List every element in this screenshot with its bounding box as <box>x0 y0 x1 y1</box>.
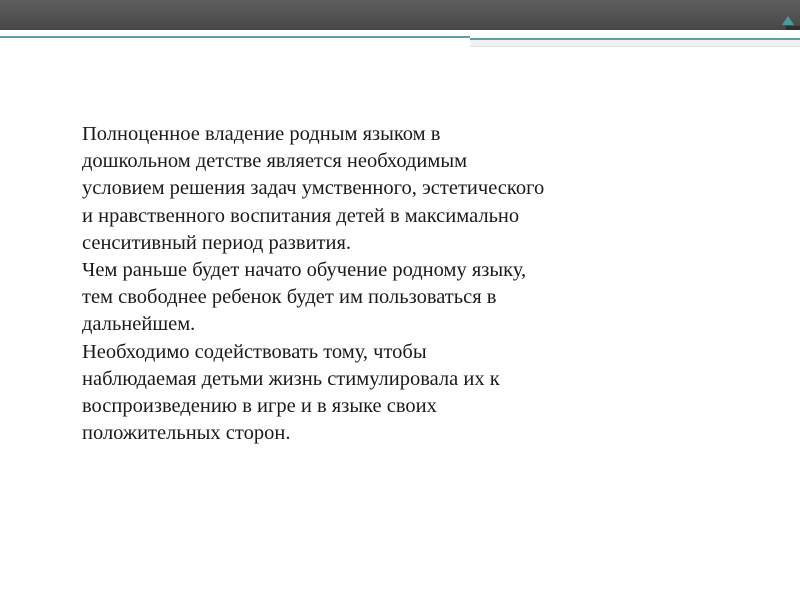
slide-body-text <box>82 121 722 447</box>
accent-line-left <box>0 36 470 38</box>
paragraph-observed-life: Необходимо содействовать тому, чтобы наблюдаемая детьми жизнь стимулировала их к воспроизведению в игре и в языке своих положительных сторон. <box>82 340 500 445</box>
paragraph-early-learning: Чем раньше будет начато обучение родному языку, тем свободнее ребенок будет им пользоваться в дальнейшем. <box>82 259 527 336</box>
paragraph-native-language: Полноценное владение родным языком в дошкольном детстве является необходимым условием решения задач умственного, эстетического и нравственного воспитания детей в максимально сенситивный период развития. <box>82 123 545 254</box>
accent-block <box>470 40 800 47</box>
corner-triangle-icon <box>782 16 794 25</box>
top-header-bar <box>0 0 800 30</box>
corner-notch-decoration <box>786 26 800 30</box>
